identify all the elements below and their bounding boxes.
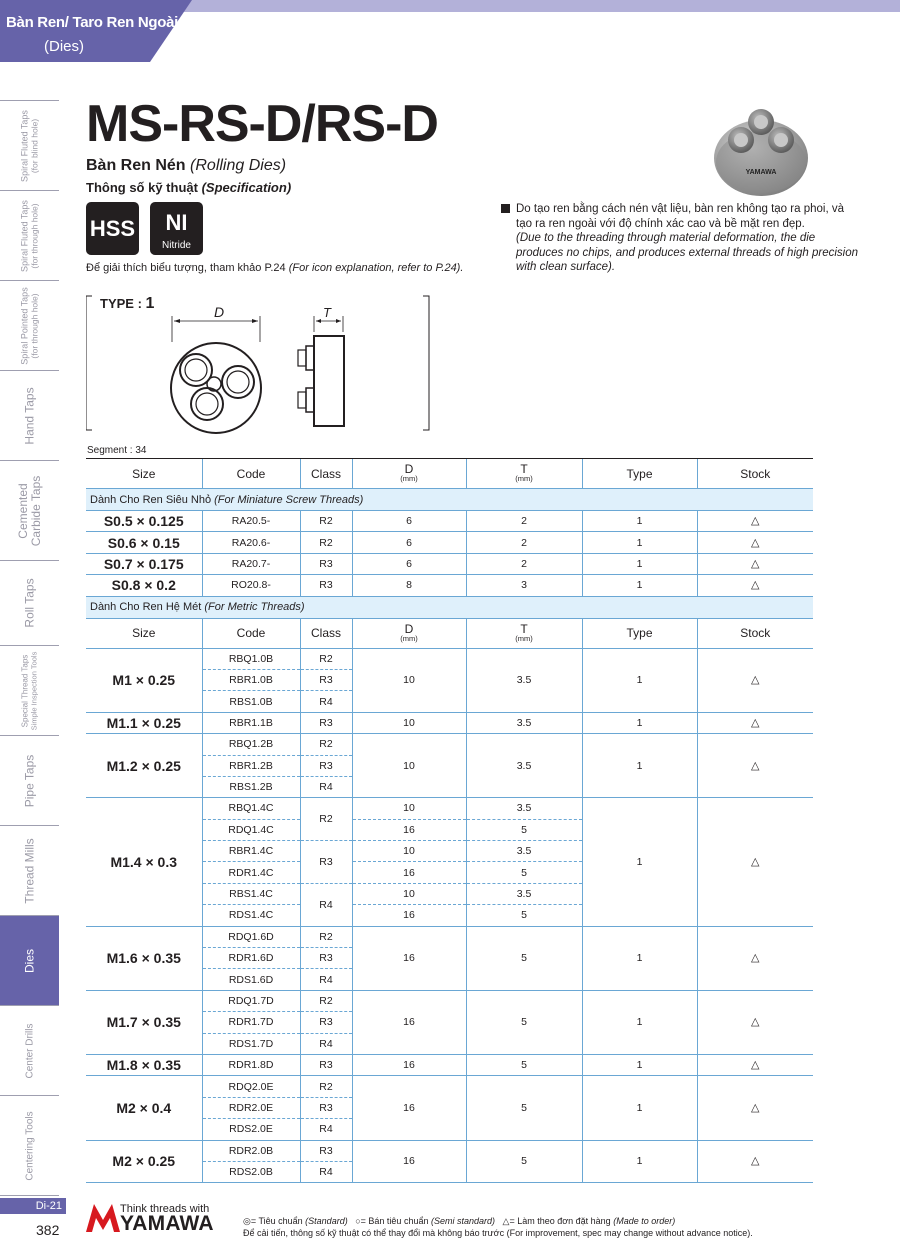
col-header-code: Code — [202, 459, 300, 489]
col-header-code: Code — [202, 618, 300, 648]
sidebar-item-7[interactable] — [0, 735, 59, 825]
sidebar-label-line-2: (for through hole) — [29, 202, 40, 269]
d-cell: 16 — [352, 1054, 466, 1075]
d-cell: 16 — [352, 990, 466, 1054]
t-cell: 5 — [466, 1076, 582, 1140]
class-cell: R3 — [300, 1097, 352, 1118]
code-cell: RDS1.6D — [202, 969, 300, 990]
product-subtitle: Bàn Ren Nén (Rolling Dies) — [86, 157, 287, 174]
table-row — [86, 1054, 813, 1075]
class-cell: R2 — [300, 926, 352, 947]
code-cell: RA20.5- — [202, 511, 300, 532]
sidebar-item-6[interactable] — [0, 645, 59, 735]
col-header-unit: (mm) — [515, 633, 533, 643]
bullet-square-icon — [501, 204, 510, 213]
class-cell: R3 — [300, 755, 352, 776]
class-cell: R3 — [300, 553, 352, 574]
code-cell: RBR1.2B — [202, 755, 300, 776]
code-cell: RO20.8- — [202, 575, 300, 596]
stock-cell: △ — [697, 712, 813, 733]
col-header-stock: Stock — [697, 459, 813, 489]
d-cell: 10 — [352, 734, 466, 798]
sidebar-label-line-2: Carbide Taps — [29, 475, 43, 546]
size-cell: M2 × 0.4 — [86, 1076, 202, 1140]
class-cell: R2 — [300, 532, 352, 553]
type-cell: 1 — [582, 511, 697, 532]
code-cell: RBR1.1B — [202, 712, 300, 733]
d-cell: 16 — [352, 862, 466, 883]
sidebar-item-8[interactable] — [0, 825, 59, 915]
sidebar-label-line-1: Thread Mills — [22, 837, 37, 904]
class-cell: R3 — [300, 669, 352, 690]
size-cell: S0.8 × 0.2 — [86, 575, 202, 596]
sidebar-label-line-1: Spiral Pointed Taps — [19, 286, 30, 365]
sidebar-label-line-1: Dies — [22, 948, 37, 973]
code-cell: RBQ1.4C — [202, 798, 300, 819]
class-cell: R3 — [300, 1054, 352, 1075]
spec-heading: Thông số kỹ thuật (Specification) — [86, 180, 292, 195]
size-cell: S0.6 × 0.15 — [86, 532, 202, 553]
t-cell: 5 — [466, 905, 582, 926]
stock-cell: △ — [697, 1140, 813, 1183]
section-title-en: (For Miniature Screw Threads) — [214, 493, 364, 506]
sidebar-item-label — [20, 287, 39, 364]
stock-cell: △ — [697, 1054, 813, 1075]
class-cell: R4 — [300, 883, 352, 926]
t-cell: 5 — [466, 990, 582, 1054]
type-cell: 1 — [582, 648, 697, 712]
t-cell: 2 — [466, 511, 582, 532]
d-cell: 10 — [352, 798, 466, 819]
sidebar-label-line-1: Roll Taps — [22, 578, 37, 628]
class-cell: R4 — [300, 776, 352, 797]
stock-cell: △ — [697, 648, 813, 712]
section-header — [86, 489, 813, 511]
type-cell: 1 — [582, 553, 697, 574]
page-number: 382 — [36, 1222, 60, 1238]
sidebar-label-line-1: Hand Taps — [22, 386, 37, 445]
sidebar-item-4[interactable] — [0, 460, 59, 560]
col-header-type: Type — [582, 459, 697, 489]
class-cell: R2 — [300, 734, 352, 755]
col-header-unit: (mm) — [400, 474, 418, 483]
code-cell: RDR1.8D — [202, 1054, 300, 1075]
col-header-unit: (mm) — [400, 633, 418, 643]
change-notice: Để cải tiến, thông số kỹ thuật có thể thay đổi mà không báo trước (For improvement, spec may change without advance notice). — [243, 1228, 753, 1238]
sidebar-label-line-2: (for blind hole) — [29, 118, 40, 173]
sidebar-item-9[interactable] — [0, 915, 59, 1005]
sidebar-item-label — [25, 1111, 36, 1180]
table-row — [86, 489, 813, 511]
t-cell: 5 — [466, 819, 582, 840]
d-cell: 10 — [352, 712, 466, 733]
t-cell: 5 — [466, 1140, 582, 1183]
sidebar-item-label — [23, 578, 36, 627]
stock-cell: △ — [697, 798, 813, 926]
code-cell: RA20.6- — [202, 532, 300, 553]
brand-tagline: Think threads with — [120, 1203, 210, 1215]
class-cell: R4 — [300, 1033, 352, 1054]
sidebar-item-label — [25, 1023, 36, 1078]
type-cell: 1 — [582, 734, 697, 798]
stock-cell: △ — [697, 990, 813, 1054]
page-title: MS-RS-D/RS-D — [86, 95, 438, 153]
class-cell: R2 — [300, 1076, 352, 1097]
sidebar-item-label — [20, 200, 39, 272]
code-cell: RDS1.4C — [202, 905, 300, 926]
col-header-d-label: D — [404, 621, 414, 636]
class-cell: R2 — [300, 798, 352, 841]
sidebar-item-label — [23, 387, 36, 444]
size-cell: M1.6 × 0.35 — [86, 926, 202, 990]
sidebar-item-11[interactable] — [0, 1095, 59, 1195]
code-cell: RBQ1.2B — [202, 734, 300, 755]
type-cell: 1 — [582, 1076, 697, 1140]
sidebar-label-line-2: (for through hole) — [29, 292, 40, 359]
col-header-t-label: T — [520, 462, 528, 476]
sidebar-item-1[interactable] — [0, 190, 59, 280]
col-header-t — [466, 618, 582, 648]
class-cell: R2 — [300, 648, 352, 669]
hss-icon: HSS — [86, 202, 139, 255]
sidebar-item-label — [21, 651, 38, 730]
side-nav-bottom-line — [0, 1195, 59, 1196]
col-header-t-label: T — [520, 621, 528, 636]
d-cell: 16 — [352, 1076, 466, 1140]
sidebar-label-line-1: Pipe Taps — [22, 754, 37, 807]
type-cell: 1 — [582, 712, 697, 733]
table-row — [86, 990, 813, 1011]
t-cell: 5 — [466, 926, 582, 990]
class-cell: R3 — [300, 575, 352, 596]
sidebar-item-label — [17, 475, 43, 546]
section-header — [86, 596, 813, 618]
class-cell: R4 — [300, 691, 352, 712]
sidebar-item-label — [20, 110, 39, 182]
code-cell: RA20.7- — [202, 553, 300, 574]
t-cell: 3.5 — [466, 841, 582, 862]
size-cell: M1.7 × 0.35 — [86, 990, 202, 1054]
code-cell: RBS1.0B — [202, 691, 300, 712]
section-title: Dành Cho Ren Hệ Mét — [90, 601, 202, 614]
col-header-unit: (mm) — [515, 474, 533, 483]
brand-name: YAMAWA — [120, 1212, 214, 1235]
section-title: Dành Cho Ren Siêu Nhỏ — [90, 493, 212, 506]
d-cell: 6 — [352, 511, 466, 532]
class-cell: R4 — [300, 1161, 352, 1182]
sidebar-label-line-2: Simple Inspection Tools — [29, 651, 39, 730]
code-cell: RDR1.4C — [202, 862, 300, 883]
type-label: TYPE : 1 — [100, 295, 155, 312]
class-cell: R2 — [300, 990, 352, 1011]
table-row — [86, 712, 813, 733]
sidebar-item-0[interactable] — [0, 100, 59, 190]
d-cell: 6 — [352, 553, 466, 574]
sidebar-item-label — [23, 754, 36, 806]
d-cell: 6 — [352, 532, 466, 553]
t-dimension-label: T — [323, 305, 331, 320]
size-cell: M2 × 0.25 — [86, 1140, 202, 1183]
product-description: Do tạo ren bằng cách nén vật liệu, bàn ren không tạo ra phoi, và tạo ra ren ngoài với độ chính xác cao và bề mặt ren đẹp. (Due to the threading through material deformation, the die produces no chips, and produces external threads of high precision with clean surface). — [503, 202, 863, 275]
type-cell: 1 — [582, 926, 697, 990]
t-cell: 3.5 — [466, 734, 582, 798]
code-cell: RDQ2.0E — [202, 1076, 300, 1097]
size-cell: M1.8 × 0.35 — [86, 1054, 202, 1075]
class-cell: R3 — [300, 841, 352, 884]
col-header-type: Type — [582, 618, 697, 648]
sidebar-item-label — [23, 948, 36, 972]
code-cell: RDQ1.6D — [202, 926, 300, 947]
class-cell: R3 — [300, 1012, 352, 1033]
sidebar-item-label — [23, 838, 36, 903]
table-row — [86, 511, 813, 532]
sidebar-label-line-1: Spiral Fluted Taps — [19, 199, 30, 272]
table-row — [86, 596, 813, 618]
col-header-d — [352, 459, 466, 489]
code-cell: RDS1.7D — [202, 1033, 300, 1054]
table-row — [86, 926, 813, 947]
table-row — [86, 532, 813, 553]
t-cell: 3.5 — [466, 798, 582, 819]
table-row — [86, 575, 813, 596]
product-brand-label: YAMAWA — [745, 169, 777, 176]
table-row — [86, 459, 813, 489]
col-header-class: Class — [300, 618, 352, 648]
d-cell: 16 — [352, 905, 466, 926]
code-cell: RDR2.0E — [202, 1097, 300, 1118]
code-cell: RDS2.0B — [202, 1161, 300, 1182]
code-cell: RBR1.4C — [202, 841, 300, 862]
type-cell: 1 — [582, 1140, 697, 1183]
stock-cell: △ — [697, 511, 813, 532]
stock-cell: △ — [697, 1076, 813, 1140]
type-cell: 1 — [582, 798, 697, 926]
section-title-en: (For Metric Threads) — [204, 601, 305, 614]
page-tab: Di-21 — [0, 1198, 66, 1214]
col-header-d-label: D — [404, 462, 414, 476]
class-cell: R3 — [300, 1140, 352, 1161]
stock-cell: △ — [697, 734, 813, 798]
d-cell: 16 — [352, 819, 466, 840]
type-cell: 1 — [582, 532, 697, 553]
table-row — [86, 1140, 813, 1161]
d-cell: 10 — [352, 883, 466, 904]
sidebar-label-line-1: Cemented — [15, 482, 30, 539]
sidebar-item-3[interactable] — [0, 370, 59, 460]
t-cell: 2 — [466, 553, 582, 574]
specification-table — [86, 458, 813, 1183]
t-cell: 5 — [466, 862, 582, 883]
type-cell: 1 — [582, 1054, 697, 1075]
sidebar-label-line-1: Centering Tools — [24, 1110, 36, 1181]
t-cell: 2 — [466, 532, 582, 553]
code-cell: RBQ1.0B — [202, 648, 300, 669]
stock-cell: △ — [697, 926, 813, 990]
d-cell: 16 — [352, 1140, 466, 1183]
category-tab — [0, 0, 192, 62]
d-dimension-label: D — [214, 304, 225, 320]
size-cell: S0.5 × 0.125 — [86, 511, 202, 532]
category-title: Bàn Ren/ Taro Ren Ngoài — [6, 14, 179, 31]
table-row — [86, 553, 813, 574]
icon-explanation-note: Để giải thích biểu tượng, tham khảo P.24 (For icon explanation, refer to P.24). — [86, 262, 464, 274]
class-cell: R3 — [300, 948, 352, 969]
t-cell: 5 — [466, 1054, 582, 1075]
col-header-size: Size — [86, 618, 202, 648]
sidebar-label-line-1: Spiral Fluted Taps — [19, 109, 30, 182]
type-cell: 1 — [582, 990, 697, 1054]
size-cell: M1.4 × 0.3 — [86, 798, 202, 926]
class-cell: R2 — [300, 511, 352, 532]
col-header-stock: Stock — [697, 618, 813, 648]
type-cell: 1 — [582, 575, 697, 596]
stock-cell: △ — [697, 532, 813, 553]
col-header-d — [352, 618, 466, 648]
code-cell: RBS1.4C — [202, 883, 300, 904]
table-row — [86, 1076, 813, 1097]
sidebar-item-10[interactable] — [0, 1005, 59, 1095]
t-cell: 3.5 — [466, 648, 582, 712]
type-1-diagram — [86, 292, 431, 440]
sidebar-label-line-1: Center Drills — [24, 1022, 36, 1079]
code-cell: RDQ1.4C — [202, 819, 300, 840]
col-header-size: Size — [86, 459, 202, 489]
class-cell: R3 — [300, 712, 352, 733]
t-cell: 3.5 — [466, 883, 582, 904]
d-cell: 8 — [352, 575, 466, 596]
code-cell: RBR1.0B — [202, 669, 300, 690]
t-cell: 3.5 — [466, 712, 582, 733]
code-cell: RDS2.0E — [202, 1119, 300, 1140]
table-row — [86, 798, 813, 819]
size-cell: M1 × 0.25 — [86, 648, 202, 712]
size-cell: M1.1 × 0.25 — [86, 712, 202, 733]
code-cell: RDQ1.7D — [202, 990, 300, 1011]
nitride-icon: NI Nitride — [150, 202, 203, 255]
sidebar-item-2[interactable] — [0, 280, 59, 370]
d-cell: 10 — [352, 841, 466, 862]
class-cell: R4 — [300, 1119, 352, 1140]
stock-legend: ◎= Tiêu chuẩn (Standard) ○= Bán tiêu chuẩn (Semi standard) △= Làm theo đơn đặt hàng (Made to order) — [243, 1216, 676, 1226]
stock-cell: △ — [697, 575, 813, 596]
code-cell: RBS1.2B — [202, 776, 300, 797]
d-cell: 16 — [352, 926, 466, 990]
size-cell: S0.7 × 0.175 — [86, 553, 202, 574]
product-image — [712, 100, 810, 198]
sidebar-item-5[interactable] — [0, 560, 59, 645]
sidebar-label-line-1: Special Thread Taps — [20, 654, 30, 727]
stock-cell: △ — [697, 553, 813, 574]
d-cell: 10 — [352, 648, 466, 712]
table-row — [86, 648, 813, 669]
class-cell: R4 — [300, 969, 352, 990]
code-cell: RDR1.6D — [202, 948, 300, 969]
code-cell: RDR2.0B — [202, 1140, 300, 1161]
col-header-t — [466, 459, 582, 489]
segment-label: Segment : 34 — [87, 445, 147, 456]
category-subtitle: (Dies) — [44, 38, 84, 55]
yamawa-logo-icon — [86, 1202, 120, 1232]
t-cell: 3 — [466, 575, 582, 596]
col-header-class: Class — [300, 459, 352, 489]
table-row — [86, 618, 813, 648]
code-cell: RDR1.7D — [202, 1012, 300, 1033]
table-row — [86, 734, 813, 755]
size-cell: M1.2 × 0.25 — [86, 734, 202, 798]
